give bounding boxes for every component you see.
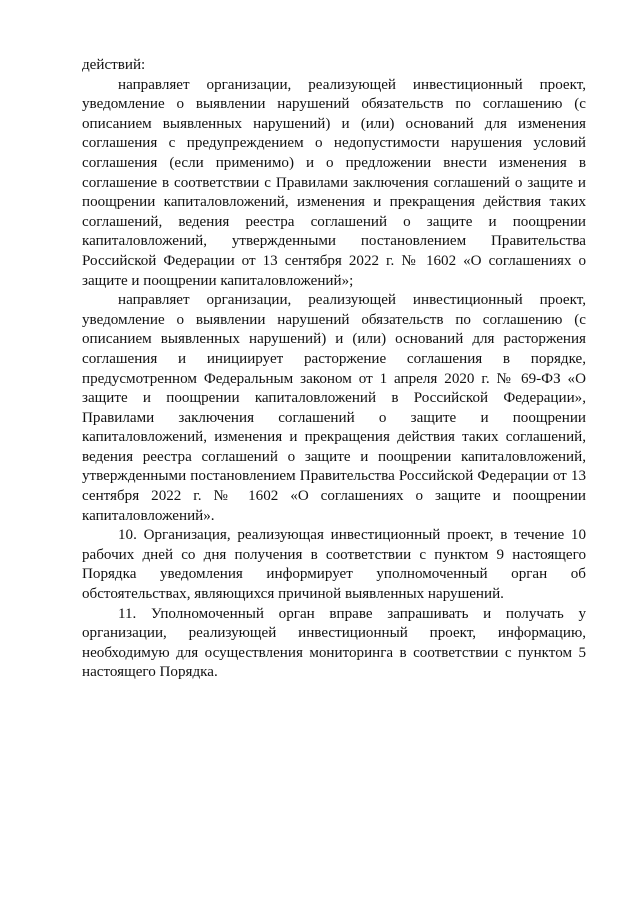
paragraph-item-10: 10. Организация, реализующая инвестиционный проект, в течение 10 рабочих дней со дня получения в соответствии с пунктом 9 настоящего Порядка уведомления информирует уполномоченный орган об обстоятельствах, являющихся причиной выявленных нарушений.: [82, 527, 586, 603]
paragraph-item-11: 11. Уполномоченный орган вправе запрашивать и получать у организации, реализующей инвестиционный проект, информацию, необходимую для осуществления мониторинга в соответствии с пунктом 5 настоящего Порядка.: [82, 605, 586, 681]
paragraph-change-notice: направляет организации, реализующей инвестиционный проект, уведомление о выявлении нарушений обязательств по соглашению (с описанием выявленных нарушений) и (или) оснований для изменения соглашения с предупреждением о недопустимости нарушения условий соглашения (если применимо) и о предложении внести изменения в соглашение в соответствии с Правилами заключения соглашений о защите и поощрении капиталовложений, изменения и прекращения действия таких соглашений, ведения реестра соглашений о защите и поощрении капиталовложений, утвержденными постановлением Правительства Российской Федерации от 13 сентября 2022 г. № 1602 «О соглашениях о защите и поощрении капиталовложений»;: [82, 76, 586, 289]
paragraph-continuation: действий:: [82, 57, 146, 73]
document-page: [82, 56, 586, 683]
paragraph-termination-notice: направляет организации, реализующей инвестиционный проект, уведомление о выявлении нарушений обязательств по соглашению (с описанием выявленных нарушений) и (или) оснований для расторжения соглашения и инициирует расторжение соглашения в порядке, предусмотренном Федеральным законом от 1 апреля 2020 г. № 69-ФЗ «О защите и поощрении капиталовложений в Российской Федерации», Правилами заключения соглашений о защите и поощрении капиталовложений, изменения и прекращения действия таких соглашений, ведения реестра соглашений о защите и поощрении капиталовложений, утвержденными постановлением Правительства Российской Федерации от 13 сентября 2022 г. № 1602 «О соглашениях о защите и поощрении капиталовложений».: [82, 292, 586, 524]
